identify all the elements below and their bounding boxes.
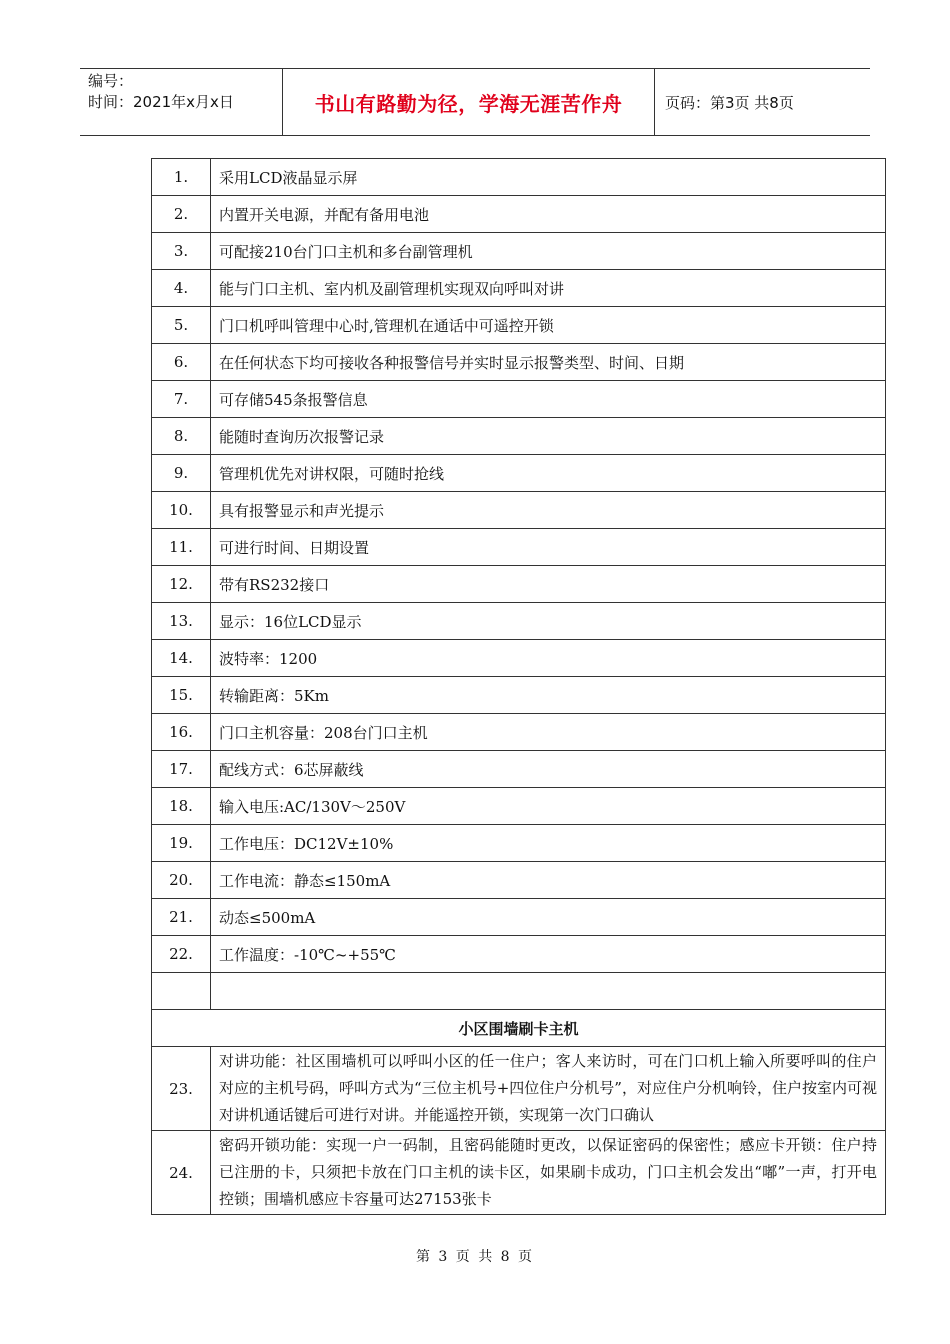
table-row [152,270,886,307]
row-text: 具有报警显示和声光提示 [211,492,886,529]
page-footer: 第 3 页 共 8 页 [415,1249,535,1265]
row-number: 12. [152,566,211,603]
row-text: 门口主机容量：208台门口主机 [211,714,886,751]
row-number: 8. [152,418,211,455]
table-row [152,899,886,936]
row-text: 可配接210台门口主机和多台副管理机 [211,233,886,270]
row-number: 22. [152,936,211,973]
section-title: 小区围墙刷卡主机 [152,1010,886,1047]
row-text [211,973,886,1010]
table-row [152,455,886,492]
row-number: 3. [152,233,211,270]
table-row [152,1047,886,1131]
table-row [152,418,886,455]
header-page-number: 页码：第3页 共8页 [665,93,794,112]
row-text: 波特率：1200 [211,640,886,677]
row-number: 7. [152,381,211,418]
row-text: 输入电压:AC/130V～250V [211,788,886,825]
row-text: 能随时查询历次报警记录 [211,418,886,455]
row-number: 23. [152,1047,211,1131]
document-number-label: 编号： [88,72,134,90]
table-row [152,344,886,381]
table-row [152,714,886,751]
row-text: 采用LCD液晶显示屏 [211,159,886,196]
table-row [152,307,886,344]
row-number: 6. [152,344,211,381]
table-row [152,381,886,418]
row-text: 能与门口主机、室内机及副管理机实现双向呼叫对讲 [211,270,886,307]
row-text: 管理机优先对讲权限，可随时抢线 [211,455,886,492]
table-row [152,196,886,233]
section-heading-row [152,1010,886,1047]
table-row [152,677,886,714]
table-row [152,159,886,196]
row-number: 5. [152,307,211,344]
empty-row [152,973,886,1010]
row-text: 门口机呼叫管理中心时,管理机在通话中可遥控开锁 [211,307,886,344]
table-row [152,936,886,973]
header-meta [80,69,283,135]
table-row [152,603,886,640]
header-motto: 书山有路勤为径，学海无涯苦作舟 [283,69,655,135]
table-row [152,492,886,529]
row-number: 16. [152,714,211,751]
row-text: 显示：16位LCD显示 [211,603,886,640]
table-row [152,788,886,825]
row-number: 21. [152,899,211,936]
row-number: 15. [152,677,211,714]
spec-table [151,158,886,1215]
row-text: 带有RS232接口 [211,566,886,603]
row-number: 13. [152,603,211,640]
row-text: 在任何状态下均可接收各种报警信号并实时显示报警类型、时间、日期 [211,344,886,381]
table-row [152,566,886,603]
document-date-label: 时间：2021年x月x日 [88,93,234,111]
table-row [152,825,886,862]
row-text: 对讲功能：社区围墙机可以呼叫小区的任一住户；客人来访时，可在门口机上输入所要呼叫的住户对应的主机号码，呼叫方式为“三位主机号+四位住户分机号”，对应住户分机响铃，住户按室内可视对讲机通话键后可进行对讲。并能遥控开锁，实现第一次门口确认 [211,1047,886,1131]
row-number: 24. [152,1131,211,1215]
row-text: 内置开关电源，并配有备用电池 [211,196,886,233]
spec-table-body [152,159,886,1215]
row-number: 2. [152,196,211,233]
row-text: 配线方式：6芯屏蔽线 [211,751,886,788]
row-text: 工作电流：静态≤150mA [211,862,886,899]
row-text: 工作温度：-10℃~+55℃ [211,936,886,973]
row-number: 18. [152,788,211,825]
table-row [152,640,886,677]
row-text: 密码开锁功能：实现一户一码制，且密码能随时更改，以保证密码的保密性；感应卡开锁：住户持已注册的卡，只须把卡放在门口主机的读卡区，如果刷卡成功，门口主机会发出“嘟”一声，打开电控锁；围墙机感应卡容量可达27153张卡 [211,1131,886,1215]
row-text: 可进行时间、日期设置 [211,529,886,566]
row-number: 14. [152,640,211,677]
row-number: 1. [152,159,211,196]
row-text: 动态≤500mA [211,899,886,936]
table-row [152,862,886,899]
row-number: 19. [152,825,211,862]
row-number: 17. [152,751,211,788]
row-number: 20. [152,862,211,899]
table-row [152,751,886,788]
row-number: 9. [152,455,211,492]
table-row [152,529,886,566]
row-text: 工作电压：DC12V±10% [211,825,886,862]
row-text: 可存储545条报警信息 [211,381,886,418]
row-number: 4. [152,270,211,307]
table-row [152,1131,886,1215]
row-number: 10. [152,492,211,529]
row-number: 11. [152,529,211,566]
row-number [152,973,211,1010]
page-header [80,68,870,136]
table-row [152,233,886,270]
row-text: 转输距离：5Km [211,677,886,714]
